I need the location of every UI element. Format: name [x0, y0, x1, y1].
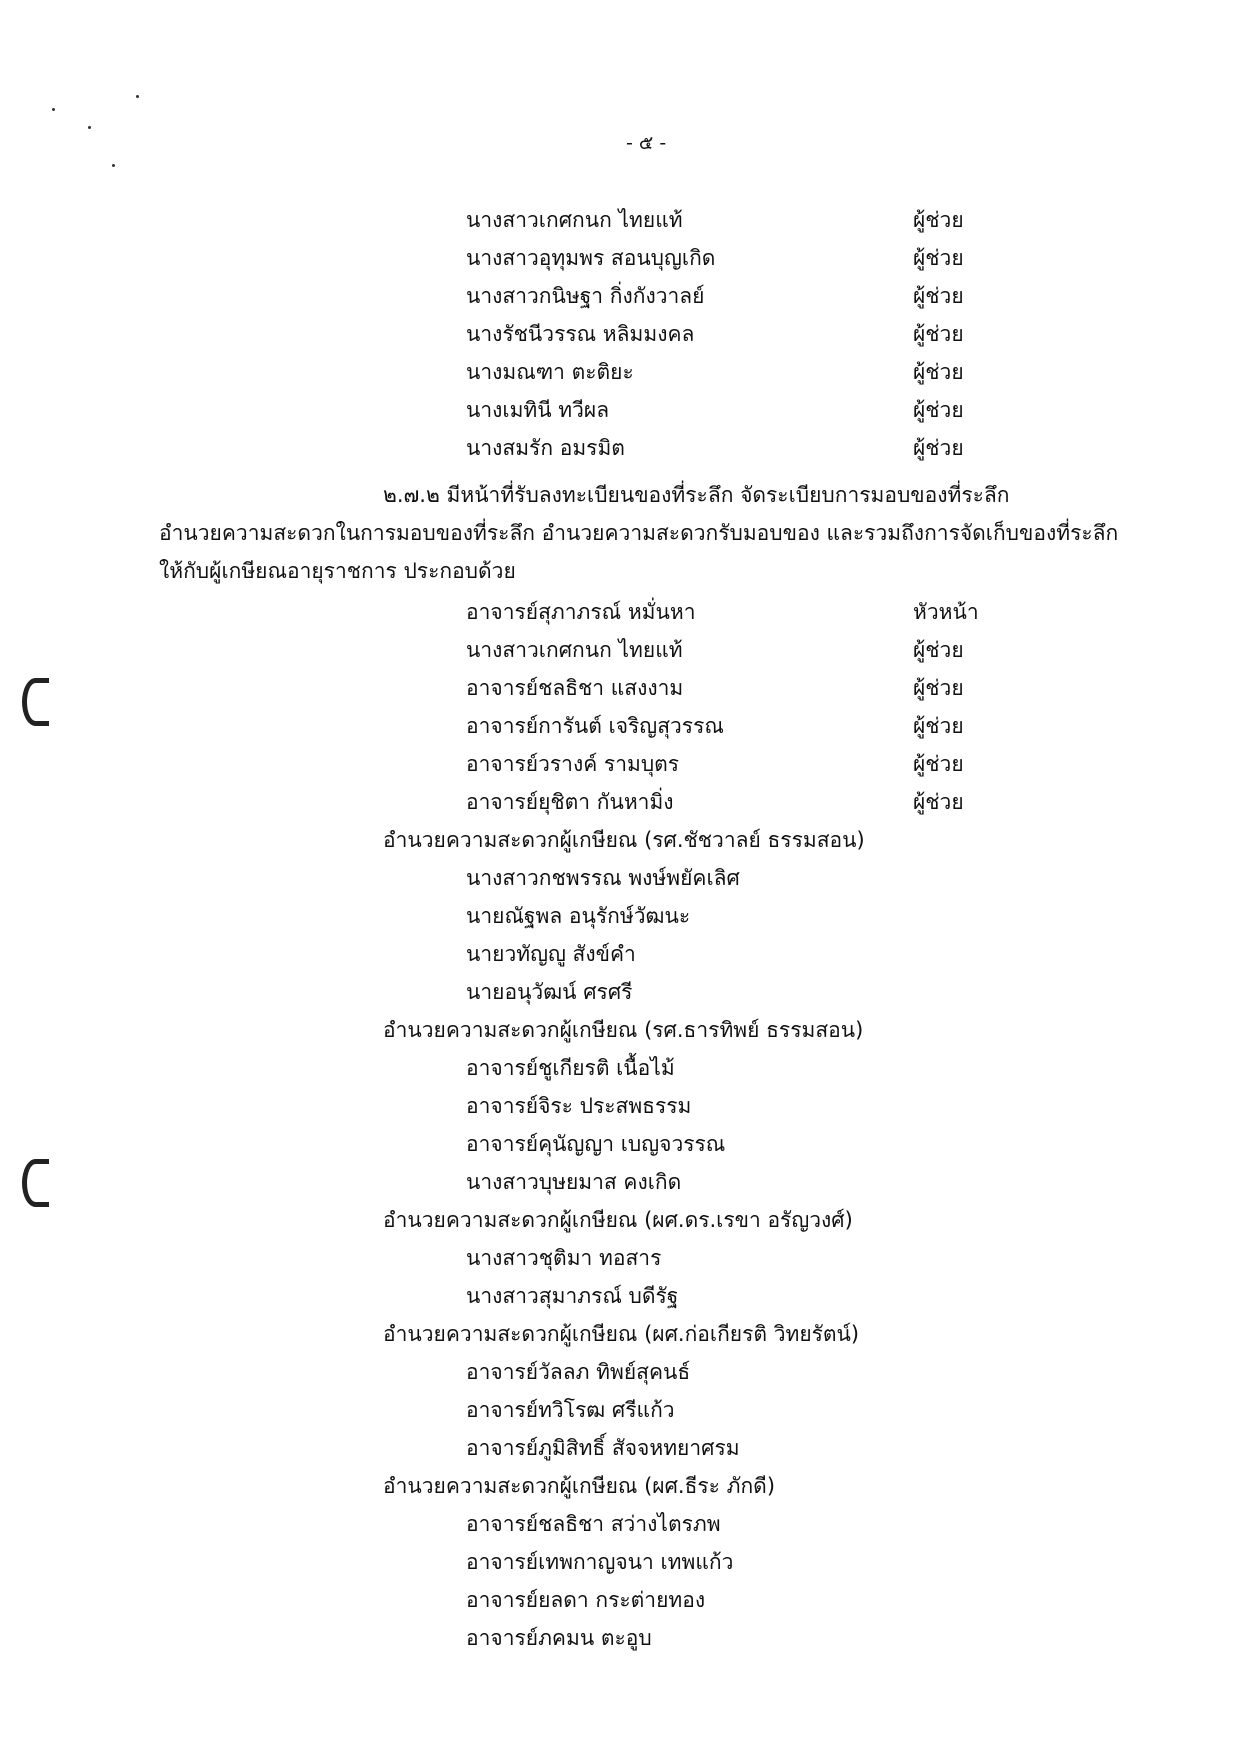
group-title: อำนวยความสะดวกผู้เกษียณ (รศ.ชัชวาลย์ ธรรมสอน): [383, 828, 865, 852]
member-name: นางสาวเกศกนก ไทยแท้: [466, 638, 683, 662]
member-role: ผู้ช่วย: [913, 752, 964, 776]
member-role: ผู้ช่วย: [913, 676, 964, 700]
group-member: อาจารย์ทวิโรฒ ศรีแก้ว: [466, 1398, 675, 1422]
member-role: ผู้ช่วย: [913, 436, 964, 460]
member-name: นางสาวอุทุมพร สอนบุญเกิด: [466, 246, 716, 270]
member-name: นางรัชนีวรรณ หลิมมงคล: [466, 322, 695, 346]
group-member: อาจารย์จิระ ประสพธรรม: [466, 1094, 692, 1118]
member-name: นางมณฑา ตะติยะ: [466, 360, 634, 384]
member-role: ผู้ช่วย: [913, 208, 964, 232]
group-member: อาจารย์เทพกาญจนา เทพแก้ว: [466, 1550, 734, 1574]
group-member: อาจารย์ชูเกียรติ เนื้อไม้: [466, 1056, 675, 1080]
member-name: อาจารย์ชลธิชา แสงงาม: [466, 676, 684, 700]
member-role: ผู้ช่วย: [913, 246, 964, 270]
member-role: หัวหน้า: [913, 600, 979, 624]
group-title: อำนวยความสะดวกผู้เกษียณ (ผศ.ก่อเกียรติ วิทยรัตน์): [383, 1322, 860, 1346]
group-title: อำนวยความสะดวกผู้เกษียณ (ผศ.ธีระ ภักดี): [383, 1474, 776, 1498]
member-role: ผู้ช่วย: [913, 790, 964, 814]
scan-speck: [88, 126, 91, 129]
member-role: ผู้ช่วย: [913, 398, 964, 422]
member-name: นางเมทินี ทวีผล: [466, 398, 610, 422]
group-member: นายอนุวัฒน์ ศรศรี: [466, 980, 633, 1004]
punch-hole-mark: [22, 678, 49, 726]
group-member: อาจารย์วัลลภ ทิพย์สุคนธ์: [466, 1360, 691, 1384]
scan-speck: [52, 108, 55, 111]
group-member: นางสาวสุมาภรณ์ บดีรัฐ: [466, 1284, 679, 1308]
page-number: - ๕ -: [626, 132, 667, 154]
group-title: อำนวยความสะดวกผู้เกษียณ (รศ.ธารทิพย์ ธรรมสอน): [383, 1018, 864, 1042]
section-paragraph-line: ๒.๗.๒ มีหน้าที่รับลงทะเบียนของที่ระลึก จัดระเบียบการมอบของที่ระลึก: [383, 483, 1010, 507]
member-role: ผู้ช่วย: [913, 322, 964, 346]
group-member: นายวทัญญู สังข์คำ: [466, 942, 636, 966]
group-member: อาจารย์คุนัญญา เบญจวรรณ: [466, 1132, 726, 1156]
scan-speck: [136, 95, 139, 98]
group-member: นางสาวบุษยมาส คงเกิด: [466, 1170, 682, 1194]
member-name: นางสาวเกศกนก ไทยแท้: [466, 208, 683, 232]
group-member: อาจารย์ภูมิสิทธิ์ สัจจหทยาศรม: [466, 1436, 740, 1460]
member-role: ผู้ช่วย: [913, 714, 964, 738]
section-paragraph-line: อำนวยความสะดวกในการมอบของที่ระลึก อำนวยความสะดวกรับมอบของ และรวมถึงการจัดเก็บของที่ระลึก: [159, 521, 1119, 545]
member-role: ผู้ช่วย: [913, 638, 964, 662]
group-member: นายณัฐพล อนุรักษ์วัฒนะ: [466, 904, 691, 928]
member-role: ผู้ช่วย: [913, 284, 964, 308]
member-name: นางสาวกนิษฐา กิ่งกังวาลย์: [466, 284, 705, 308]
member-name: อาจารย์สุภาภรณ์ หมั่นหา: [466, 600, 696, 624]
member-name: อาจารย์วรางค์ รามบุตร: [466, 752, 680, 776]
group-member: นางสาวกชพรรณ พงษ์พยัคเลิศ: [466, 866, 740, 890]
group-member: อาจารย์ยลดา กระต่ายทอง: [466, 1588, 706, 1612]
member-name: นางสมรัก อมรมิต: [466, 436, 625, 460]
punch-hole-mark: [22, 1159, 49, 1207]
member-name: อาจารย์ยุชิตา กันหามิ่ง: [466, 790, 674, 814]
group-member: นางสาวชุติมา ทอสาร: [466, 1246, 662, 1270]
scan-speck: [112, 164, 115, 167]
group-member: อาจารย์ชลธิชา สว่างไตรภพ: [466, 1512, 721, 1536]
member-role: ผู้ช่วย: [913, 360, 964, 384]
group-member: อาจารย์ภคมน ตะอูบ: [466, 1626, 652, 1650]
section-paragraph-line: ให้กับผู้เกษียณอายุราชการ ประกอบด้วย: [159, 559, 516, 583]
member-name: อาจารย์การันต์ เจริญสุวรรณ: [466, 714, 724, 738]
group-title: อำนวยความสะดวกผู้เกษียณ (ผศ.ดร.เรขา อรัญวงศ์): [383, 1208, 853, 1232]
